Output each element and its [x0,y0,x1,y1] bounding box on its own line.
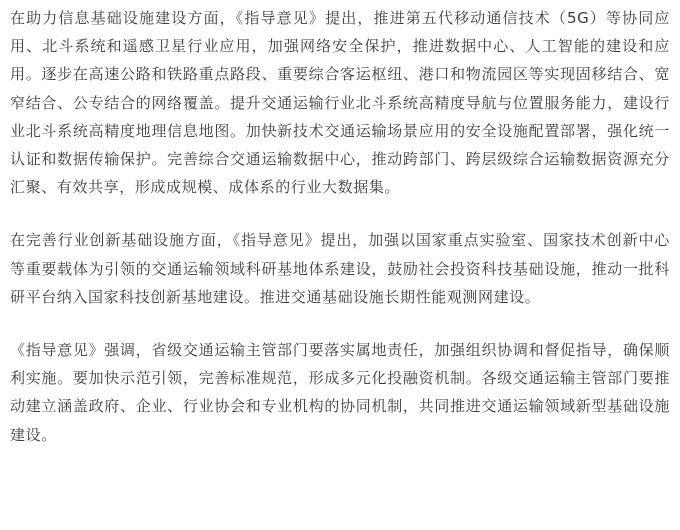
paragraph-implementation-guidance: 《指导意见》强调，省级交通运输主管部门要落实属地责任，加强组织协调和督促指导，确保顺利实施。要加快示范引领，完善标准规范，形成多元化投融资机制。各级交通运输主管部门要推动建立涵盖政府、企业、行业协会和专业机构的协同机制，共同推进交通运输领域新型基础设施建设。 [10,341,670,444]
paragraph-information-infrastructure: 在助力信息基础设施建设方面，《指导意见》提出，推进第五代移动通信技术（5G）等协同应用、北斗系统和遥感卫星行业应用，加强网络安全保护，推进数据中心、人工智能的建设和应用。逐步在高速公路和铁路重点路段、重要综合客运枢纽、港口和物流园区等实现固移结合、宽窄结合、公专结合的网络覆盖。提升交通运输行业北斗系统高精度导航与位置服务能力，建设行业北斗系统高精度地理信息地图。加快新技术交通运输场景应用的安全设施配置部署，强化统一认证和数据传输保护。完善综合交通运输数据中心，推动跨部门、跨层级综合运输数据资源充分汇聚、有效共享，形成成规模、成体系的行业大数据集。 [10,9,670,197]
paragraph-innovation-infrastructure: 在完善行业创新基础设施方面，《指导意见》提出，加强以国家重点实验室、国家技术创新中心等重要载体为引领的交通运输领域科研基地体系建设，鼓励社会投资科技基础设施，推动一批科研平台纳入国家科技创新基地建设。推进交通基础设施长期性能观测网建设。 [10,231,670,306]
